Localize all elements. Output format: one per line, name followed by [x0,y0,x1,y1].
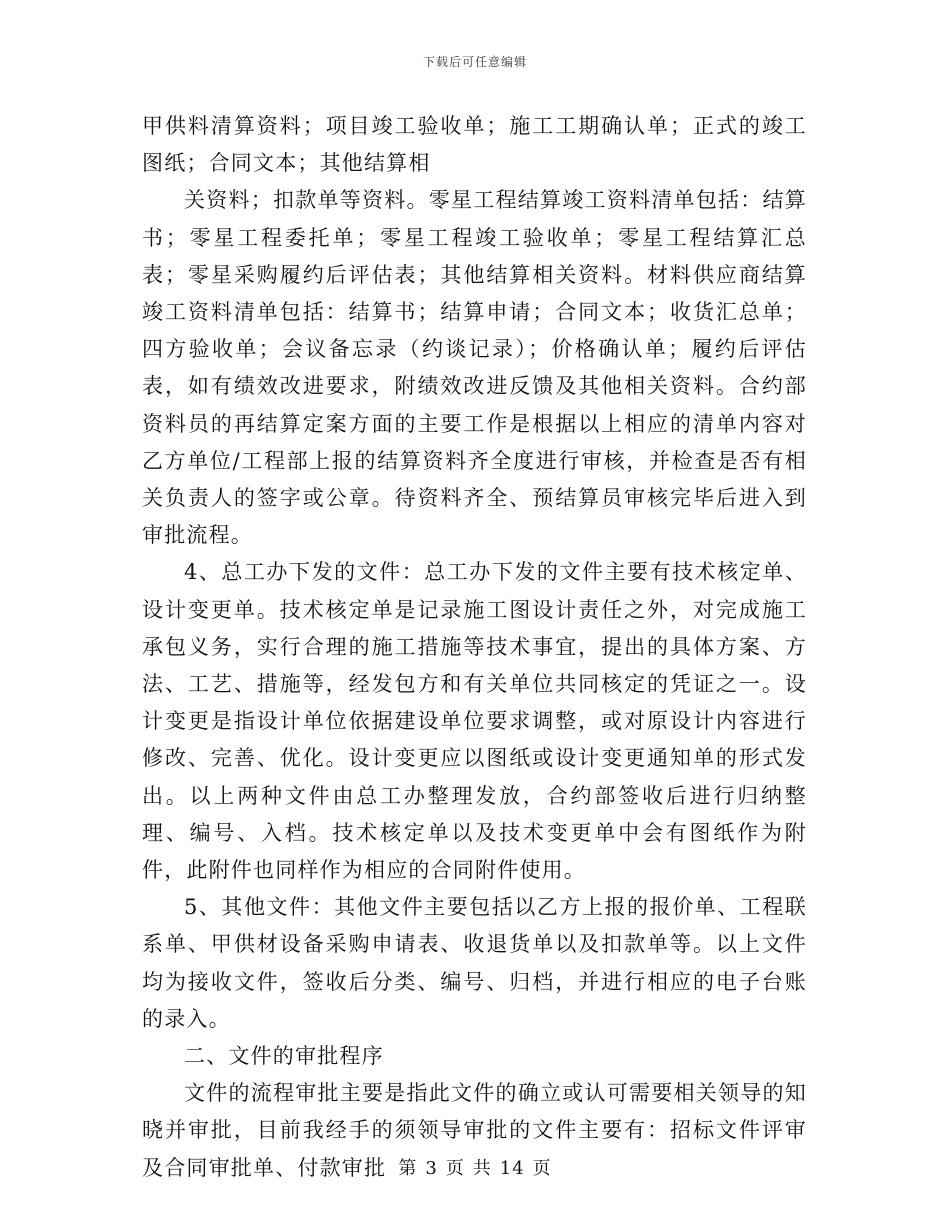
current-page-number: 3 [425,1158,438,1179]
section-heading-approval: 二、文件的审批程序 [184,1044,384,1069]
page-header: 下载后可任意编辑 [422,55,527,69]
paragraph-other-files: 5、其他文件：其他文件主要包括以乙方上报的报价单、工程联系单、甲供材设备采购申请表、收退货单以及扣款单等。以上文件均为接收文件，签收后分类、编号、归档，并进行相应的电子台账的录入。 [142,895,807,1031]
paragraph-approval-process: 文件的流程审批主要是指此文件的确立或认可需要相关领导的知晓并审批，目前我经手的须领导审批的文件主要有：招标文件评审及合同审批单、付款审批 [142,1081,807,1180]
page-footer [0,1154,950,1180]
footer-prefix: 第 [398,1158,418,1179]
document-body [142,108,807,1187]
footer-page-word: 页 [445,1158,465,1179]
footer-total-word: 共 [472,1158,492,1179]
total-page-count: 14 [499,1158,525,1179]
paragraph-settlement-materials: 关资料；扣款单等资料。零星工程结算竣工资料清单包括：结算书；零星工程委托单；零星工程竣工验收单；零星工程结算汇总表；零星采购履约后评估表；其他结算相关资料。材料供应商结算竣工资料清单包括：结算书；结算申请；合同文本；收货汇总单；四方验收单；会议备忘录（约谈记录）；价格确认单；履约后评估表，如有绩效改进要求，附绩效改进反馈及其他相关资料。合约部资料员的再结算定案方面的主要工作是根据以上相应的清单内容对乙方单位/工程部上报的结算资料齐全度进行审核，并检查是否有相关负责人的签字或公章。待资料齐全、预结算员审核完毕后进入到审批流程。 [142,188,807,548]
paragraph-chief-engineer-files: 4、总工办下发的文件：总工办下发的文件主要有技术核定单、设计变更单。技术核定单是记录施工图设计责任之外，对完成施工承包义务，实行合理的施工措施等技术事宜，提出的具体方案、方法、工艺、措施等，经发包方和有关单位共同核定的凭证之一。设计变更是指设计单位依据建设单位要求调整，或对原设计内容进行修改、完善、优化。设计变更应以图纸或设计变更通知单的形式发出。以上两种文件由总工办整理发放，合约部签收后进行归纳整理、编号、入档。技术核定单以及技术变更单中会有图纸作为附件，此附件也同样作为相应的合同附件使用。 [142,560,807,883]
paragraph-continuation: 甲供料清算资料；项目竣工验收单；施工工期确认单；正式的竣工图纸；合同文本；其他结算相 [142,114,807,176]
footer-suffix: 页 [532,1158,552,1179]
